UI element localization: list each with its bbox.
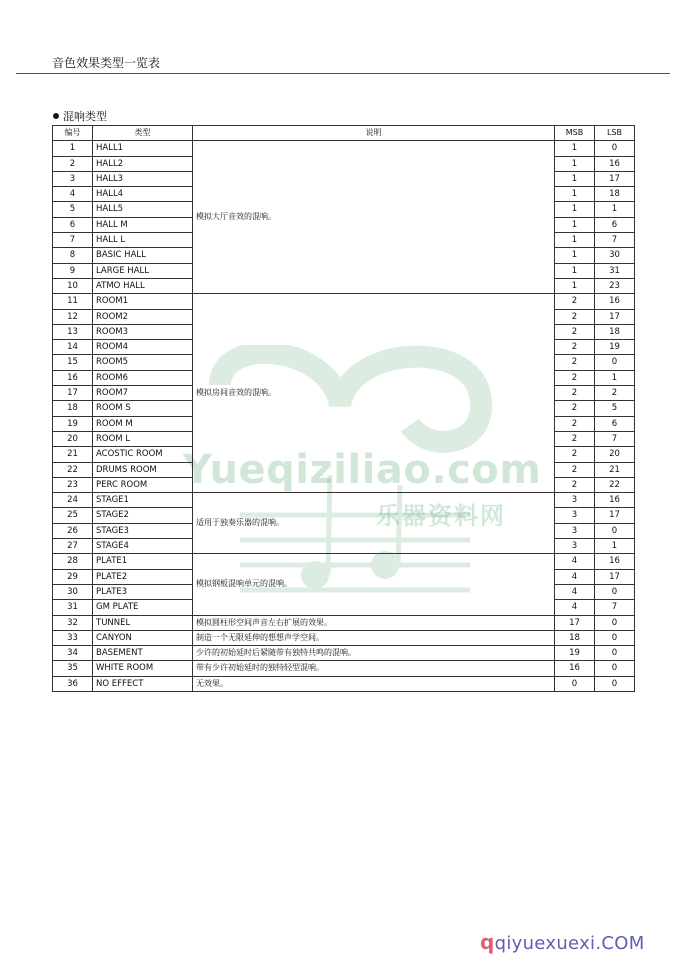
cell-lsb: 0 [595,141,635,156]
cell-description: 无效果。 [193,676,555,691]
cell-msb: 2 [555,324,595,339]
cell-msb: 2 [555,340,595,355]
table-body [53,141,635,692]
cell-lsb: 0 [595,523,635,538]
cell-lsb: 19 [595,340,635,355]
cell-msb: 4 [555,569,595,584]
cell-type: PERC ROOM [93,477,193,492]
table-row [53,676,635,691]
cell-msb: 2 [555,355,595,370]
cell-lsb: 16 [595,156,635,171]
cell-lsb: 1 [595,370,635,385]
reverb-type-table [52,125,635,692]
cell-msb: 1 [555,263,595,278]
cell-msb: 3 [555,493,595,508]
cell-lsb: 0 [595,584,635,599]
cell-type: ROOM1 [93,294,193,309]
cell-number: 19 [53,416,93,431]
table-row [53,646,635,661]
cell-lsb: 18 [595,187,635,202]
cell-msb: 0 [555,676,595,691]
cell-lsb: 23 [595,278,635,293]
cell-lsb: 17 [595,171,635,186]
header-divider [16,73,670,74]
cell-type: ROOM5 [93,355,193,370]
cell-msb: 1 [555,141,595,156]
cell-type: HALL5 [93,202,193,217]
cell-description: 适用于独奏乐器的混响。 [193,493,555,554]
cell-type: PLATE3 [93,584,193,599]
cell-lsb: 1 [595,202,635,217]
cell-msb: 2 [555,386,595,401]
cell-number: 7 [53,233,93,248]
cell-number: 16 [53,370,93,385]
cell-lsb: 0 [595,630,635,645]
cell-lsb: 21 [595,462,635,477]
cell-number: 17 [53,386,93,401]
table-row [53,141,635,156]
cell-msb: 1 [555,156,595,171]
column-header-msb: MSB [555,126,595,141]
cell-msb: 2 [555,416,595,431]
logo-text: qiyuexuexi.COM [494,933,645,954]
cell-number: 21 [53,447,93,462]
cell-lsb: 7 [595,431,635,446]
watermark-text: Yueqiziliao.com [183,447,542,493]
cell-number: 13 [53,324,93,339]
cell-msb: 2 [555,401,595,416]
cell-lsb: 0 [595,615,635,630]
cell-msb: 1 [555,248,595,263]
cell-type: GM PLATE [93,600,193,615]
cell-number: 28 [53,554,93,569]
cell-number: 5 [53,202,93,217]
table-row [53,661,635,676]
cell-msb: 4 [555,554,595,569]
cell-msb: 2 [555,309,595,324]
cell-number: 36 [53,676,93,691]
cell-msb: 2 [555,477,595,492]
column-header-lsb: LSB [595,126,635,141]
cell-lsb: 2 [595,386,635,401]
cell-msb: 1 [555,171,595,186]
cell-msb: 1 [555,233,595,248]
cell-description: 带有少许初始延时的独特轻型混响。 [193,661,555,676]
cell-type: ROOM M [93,416,193,431]
cell-lsb: 5 [595,401,635,416]
cell-lsb: 16 [595,493,635,508]
cell-number: 6 [53,217,93,232]
cell-type: CANYON [93,630,193,645]
cell-type: STAGE4 [93,539,193,554]
cell-type: PLATE1 [93,554,193,569]
cell-number: 4 [53,187,93,202]
cell-type: ROOM6 [93,370,193,385]
cell-msb: 4 [555,584,595,599]
cell-type: ROOM7 [93,386,193,401]
page-title: 音色效果类型一览表 [52,56,161,70]
section-heading [53,108,107,124]
site-logo [480,930,645,954]
cell-lsb: 0 [595,661,635,676]
cell-msb: 2 [555,431,595,446]
cell-lsb: 17 [595,508,635,523]
cell-type: HALL4 [93,187,193,202]
cell-number: 24 [53,493,93,508]
cell-number: 11 [53,294,93,309]
cell-number: 23 [53,477,93,492]
cell-type: NO EFFECT [93,676,193,691]
cell-lsb: 7 [595,233,635,248]
cell-type: BASEMENT [93,646,193,661]
cell-description: 模拟钢板混响单元的混响。 [193,554,555,615]
logo-q-icon: q [480,930,495,954]
cell-number: 22 [53,462,93,477]
cell-lsb: 18 [595,324,635,339]
cell-description: 模拟房间音效的混响。 [193,294,555,493]
cell-msb: 2 [555,462,595,477]
cell-type: HALL1 [93,141,193,156]
cell-number: 33 [53,630,93,645]
cell-msb: 18 [555,630,595,645]
table-header-row [53,126,635,141]
cell-msb: 16 [555,661,595,676]
cell-lsb: 0 [595,676,635,691]
cell-number: 2 [53,156,93,171]
cell-type: WHITE ROOM [93,661,193,676]
cell-msb: 1 [555,278,595,293]
cell-msb: 19 [555,646,595,661]
cell-description: 模拟圆柱形空间声音左右扩展的效果。 [193,615,555,630]
cell-number: 1 [53,141,93,156]
cell-lsb: 0 [595,355,635,370]
cell-number: 8 [53,248,93,263]
cell-type: ROOM S [93,401,193,416]
cell-number: 30 [53,584,93,599]
cell-lsb: 31 [595,263,635,278]
cell-number: 3 [53,171,93,186]
cell-type: ROOM4 [93,340,193,355]
cell-lsb: 6 [595,416,635,431]
cell-lsb: 1 [595,539,635,554]
cell-lsb: 22 [595,477,635,492]
cell-type: DRUMS ROOM [93,462,193,477]
cell-lsb: 16 [595,554,635,569]
cell-lsb: 30 [595,248,635,263]
table-row [53,630,635,645]
cell-number: 26 [53,523,93,538]
cell-type: ACOSTIC ROOM [93,447,193,462]
cell-description: 制造一个无限延伸的想想声学空间。 [193,630,555,645]
cell-msb: 2 [555,294,595,309]
cell-number: 12 [53,309,93,324]
table-row [53,615,635,630]
table-row [53,554,635,569]
cell-msb: 17 [555,615,595,630]
cell-lsb: 17 [595,309,635,324]
cell-number: 34 [53,646,93,661]
cell-msb: 3 [555,539,595,554]
table-row [53,493,635,508]
cell-type: HALL2 [93,156,193,171]
table-row [53,294,635,309]
cell-msb: 3 [555,523,595,538]
cell-msb: 4 [555,600,595,615]
cell-type: ATMO HALL [93,278,193,293]
cell-type: STAGE2 [93,508,193,523]
cell-number: 25 [53,508,93,523]
cell-lsb: 17 [595,569,635,584]
cell-msb: 1 [555,202,595,217]
cell-type: BASIC HALL [93,248,193,263]
cell-number: 18 [53,401,93,416]
cell-msb: 1 [555,217,595,232]
cell-number: 29 [53,569,93,584]
cell-number: 27 [53,539,93,554]
cell-msb: 1 [555,187,595,202]
cell-msb: 3 [555,508,595,523]
cell-number: 10 [53,278,93,293]
cell-type: HALL3 [93,171,193,186]
cell-number: 9 [53,263,93,278]
cell-type: LARGE HALL [93,263,193,278]
cell-lsb: 16 [595,294,635,309]
cell-description: 模拟大厅音效的混响。 [193,141,555,294]
column-header-number: 编号 [53,126,93,141]
watermark-cn-text: 乐器资料网 [376,502,506,530]
cell-type: PLATE2 [93,569,193,584]
cell-msb: 2 [555,447,595,462]
cell-lsb: 6 [595,217,635,232]
cell-description: 少许的初始延时后紧随带有独特共鸣的混响。 [193,646,555,661]
cell-type: STAGE3 [93,523,193,538]
cell-lsb: 20 [595,447,635,462]
cell-type: ROOM3 [93,324,193,339]
cell-number: 32 [53,615,93,630]
section-title-text: 混响类型 [63,110,107,123]
cell-lsb: 7 [595,600,635,615]
cell-number: 15 [53,355,93,370]
cell-number: 14 [53,340,93,355]
cell-msb: 2 [555,370,595,385]
cell-number: 35 [53,661,93,676]
cell-lsb: 0 [595,646,635,661]
cell-number: 31 [53,600,93,615]
cell-type: ROOM L [93,431,193,446]
column-header-type: 类型 [93,126,193,141]
cell-type: HALL M [93,217,193,232]
cell-type: ROOM2 [93,309,193,324]
cell-number: 20 [53,431,93,446]
bullet-icon [53,113,59,119]
cell-type: STAGE1 [93,493,193,508]
cell-type: HALL L [93,233,193,248]
cell-type: TUNNEL [93,615,193,630]
column-header-description: 说明 [193,126,555,141]
